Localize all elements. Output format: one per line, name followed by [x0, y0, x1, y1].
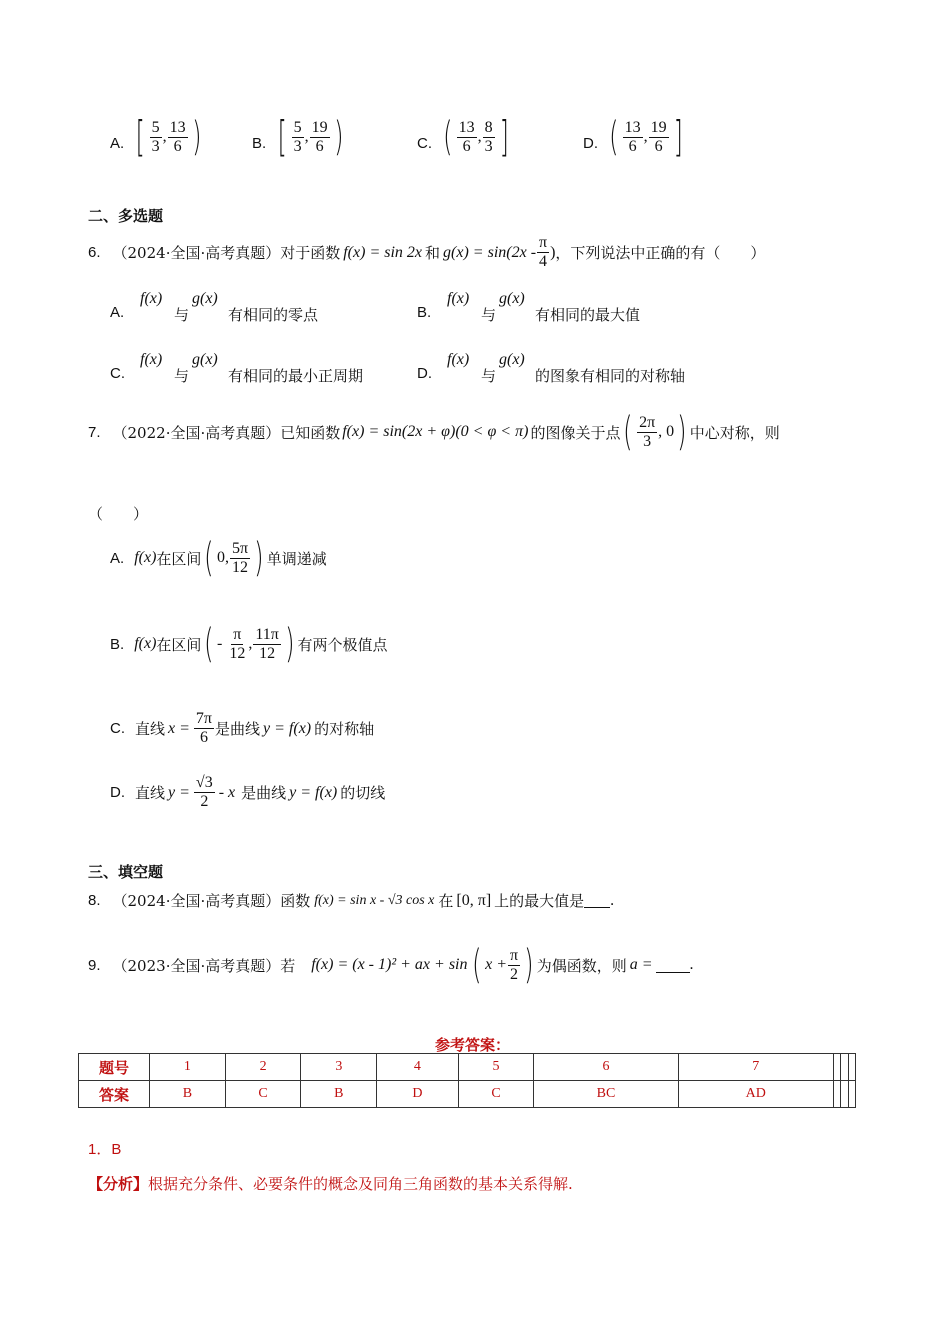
question-9: 9. （2023·全国·高考真题）若 f(x) = (x - 1)² + ax + sin ( x + $\frac{\pi}{2}$ ) 为偶函数，则 a = .	[88, 942, 694, 988]
question-8: 8. （2024·全国·高考真题）函数 f(x) = sin x - √3 cos x 在 [0, π] 上的最大值是 .	[88, 891, 615, 910]
function-f: f(x) = sin x - √3 cos x	[314, 892, 435, 908]
table-cell	[841, 1081, 848, 1108]
fraction: $\frac{8}{3}$	[484, 118, 493, 155]
solution-1-head: 1．B	[88, 1141, 122, 1158]
fraction: $\frac{\pi}{12}$	[229, 625, 246, 662]
table-cell: B	[301, 1081, 377, 1108]
fraction: $\frac{\pi}{4}$	[539, 234, 548, 270]
answer-blank[interactable]	[584, 893, 610, 908]
table-cell: AD	[678, 1081, 833, 1108]
fraction: $\frac{11\pi}{12}$	[255, 625, 279, 662]
fraction: $\frac{2\pi}{3}$	[639, 413, 656, 450]
q5-option-d[interactable]: D. ( $\frac{13}{6}$ , $\frac{19}{6}$ ]	[583, 112, 683, 161]
table-cell	[841, 1054, 848, 1081]
question-7: 7. （2022·全国·高考真题）已知函数 f(x) = sin(2x + φ)(0 < φ < π) 的图像关于点 ( $\frac{2\pi}{3}$ , 0 ) 中心对称，则	[88, 409, 780, 455]
table-cell	[848, 1054, 855, 1081]
q5-option-a[interactable]: A. [ $\frac{5}{3}$ , $\frac{13}{6}$ )	[110, 112, 202, 161]
question-source: （2022·全国·高考真题）已知函数	[112, 423, 341, 442]
function-g: g(x) = sin(2x -	[443, 243, 537, 261]
question-number: 9.	[88, 956, 101, 974]
question-source: （2023·全国·高考真题）若	[112, 956, 296, 975]
question-source: （2024·全国·高考真题）函数	[112, 892, 311, 910]
question-tail: ，下列说法中正确的有（ ）	[555, 244, 766, 262]
option-label: D.	[583, 134, 598, 152]
table-cell	[834, 1081, 841, 1108]
table-cell	[834, 1054, 841, 1081]
table-cell: 5	[458, 1054, 534, 1081]
fraction: $\frac{\pi}{2}$	[510, 946, 519, 983]
answer-table	[78, 1053, 856, 1108]
solution-1-analysis	[88, 1173, 573, 1194]
fraction: $\frac{13}{6}$	[458, 118, 475, 155]
table-cell: 1	[150, 1054, 226, 1081]
fraction: $\frac{13}{6}$	[624, 118, 641, 155]
question-number: 6.	[88, 244, 101, 261]
table-header: 题号	[79, 1054, 150, 1081]
fraction: $\frac{13}{6}$	[169, 118, 186, 155]
table-cell: C	[225, 1081, 301, 1108]
table-row	[79, 1054, 856, 1081]
fraction: $\frac{5}{3}$	[293, 118, 302, 155]
function-f: f(x) = (x - 1)² + ax + sin	[311, 956, 468, 973]
table-cell: B	[150, 1081, 226, 1108]
fraction: $\frac{7\pi}{6}$	[195, 710, 212, 746]
option-label: C.	[417, 134, 432, 152]
option-label: B.	[252, 134, 267, 152]
section-title-fill-in: 三、填空题	[88, 863, 164, 881]
q7-option-b[interactable]: B. f(x) 在区间 ( - $\frac{\pi}{12}$ , $\frac{11\pi}{12}$ ) 有两个极值点	[110, 621, 388, 667]
fraction: $\frac{√3}{2}$	[195, 774, 213, 810]
answer-title: 参考答案：	[435, 1036, 511, 1054]
table-cell: 2	[225, 1054, 301, 1081]
q7-option-c[interactable]: C. 直线 x = $\frac{7\pi}{6}$ 是曲线 y = f(x) 的对称轴	[110, 710, 375, 746]
section-title-multiple-choice: 二、多选题	[88, 207, 164, 225]
table-cell: 6	[534, 1054, 678, 1081]
q5-option-c[interactable]: C. ( $\frac{13}{6}$ , $\frac{8}{3}$ ]	[417, 112, 509, 161]
table-cell: 3	[301, 1054, 377, 1081]
analysis-tag: 【分析】	[88, 1175, 149, 1193]
option-label: A.	[110, 134, 125, 152]
table-cell	[848, 1081, 855, 1108]
fraction: $\frac{5\pi}{12}$	[232, 539, 249, 576]
fraction: $\frac{19}{6}$	[650, 118, 667, 155]
fraction: $\frac{19}{6}$	[311, 118, 328, 155]
q5-option-b[interactable]: B. [ $\frac{5}{3}$ , $\frac{19}{6}$ )	[252, 112, 344, 161]
table-cell: C	[458, 1081, 534, 1108]
table-row	[79, 1081, 856, 1108]
question-number: 7.	[88, 423, 101, 441]
table-cell: D	[377, 1081, 458, 1108]
table-cell: 4	[377, 1054, 458, 1081]
question-6: 6. （2024·全国·高考真题）对于函数 f(x) = sin 2x 和 g(x) = sin(2x - $\frac{\pi}{4}$ ) ，下列说法中正确的有（ ）	[88, 234, 766, 270]
table-cell: 7	[678, 1054, 833, 1081]
function-f: f(x) = sin 2x	[343, 243, 423, 261]
table-cell: BC	[534, 1081, 678, 1108]
q7-answer-paren: （ ）	[88, 505, 149, 523]
analysis-text: 根据充分条件、必要条件的概念及同角三角函数的基本关系得解.	[148, 1175, 573, 1193]
q7-option-d[interactable]: D. 直线 y = $\frac{√3}{2}$ - x 是曲线 y = f(x) 的切线	[110, 774, 386, 810]
table-header: 答案	[79, 1081, 150, 1108]
answer-blank[interactable]	[656, 958, 690, 973]
q7-option-a[interactable]: A. f(x) 在区间 ( 0, $\frac{5\pi}{12}$ ) 单调递减	[110, 535, 327, 581]
question-source: （2024·全国·高考真题）对于函数	[112, 244, 341, 262]
function-f: f(x) = sin(2x + φ)(0 < φ < π)	[342, 423, 529, 440]
fraction: $\frac{5}{3}$	[151, 118, 160, 155]
question-number: 8.	[88, 892, 101, 909]
